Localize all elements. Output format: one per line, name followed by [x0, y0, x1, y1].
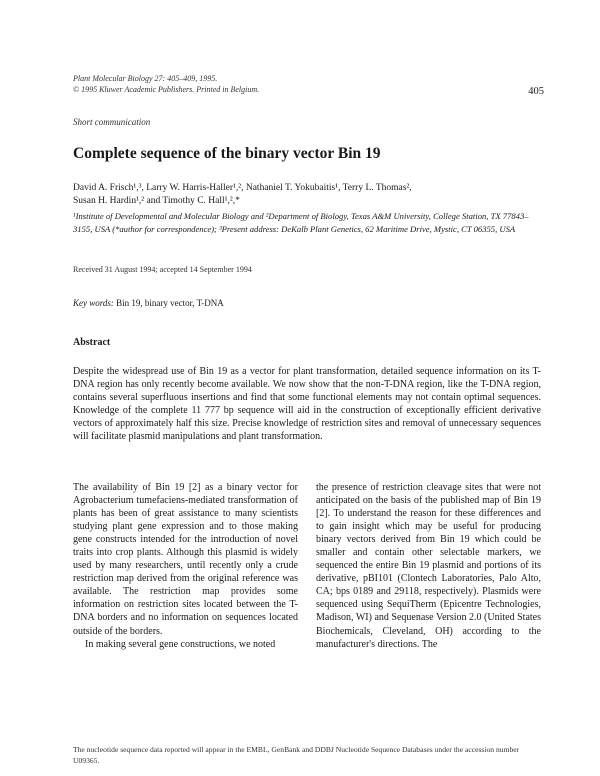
- affiliations: ¹Institute of Developmental and Molecular Biology and ²Department of Biology, Texas A&M University, College Station, TX 77843–3155, USA (*author for correspondence); ³Present address: DeKalb Plant Genetics, 62 Maritime Drive, Mystic, CT 06355, USA: [73, 211, 529, 234]
- abstract-text: Despite the widespread use of Bin 19 as a vector for plant transformation, detailed sequence information on its T-DNA region has only recently become available. We now show that the non-T-DNA region, like the T-DNA region, contains several superfluous insertions and find that some functional elements may not contain optimal sequences. Knowledge of the complete 11 777 bp sequence will aid in the construction of exceptionally efficient derivative vectors of approximately half this size. Precise knowledge of restriction sites and removal of unnecessary sequences will facilitate plasmid manipulations and plant transformation.: [73, 366, 541, 442]
- body-paragraph-2: In making several gene constructions, we noted: [85, 638, 276, 650]
- journal-line-1: Plant Molecular Biology 27: 405–409, 1995.: [73, 74, 218, 83]
- journal-citation: [73, 73, 259, 95]
- body-column-left: [73, 481, 298, 651]
- authors-line-1: David A. Frisch¹,³, Larry W. Harris-Haller¹,², Nathaniel T. Yokubaitis¹, Terry L. Thomas²,: [73, 183, 412, 193]
- body-column-right: [316, 481, 541, 651]
- journal-line-2: © 1995 Kluwer Academic Publishers. Printed in Belgium.: [73, 85, 260, 94]
- keywords-text: Bin 19, binary vector, T-DNA: [116, 298, 224, 308]
- abstract-heading: Abstract: [73, 337, 111, 348]
- page-number: 405: [528, 86, 544, 97]
- keywords: [73, 298, 224, 308]
- body-paragraph-right: the presence of restriction cleavage sites that were not anticipated on the basis of the published map of Bin 19 [2]. To understand the reason for these differences and to gain insight which may be useful for producing binary vectors derived from Bin 19 which could be smaller and contain other selectable markers, we sequenced the entire Bin 19 plasmid and portions of its derivative, pBI101 (Clontech Laboratories, Palo Alto, CA; bps 0189 and 29118, respectively). Plasmids were sequenced using SequiTherm (Epicentre Technologies, Madison, WI) and Sequenase Version 2.0 (United States Biochemicals, Cleveland, OH) according to the manufacturer's directions. The: [316, 482, 541, 650]
- author-list: [73, 182, 543, 208]
- keywords-label: Key words:: [73, 298, 114, 308]
- received-dates: Received 31 August 1994; accepted 14 September 1994: [73, 265, 252, 274]
- section-label: Short communication: [73, 117, 151, 127]
- article-title: Complete sequence of the binary vector Bin 19: [73, 145, 381, 162]
- footnote: The nucleotide sequence data reported will appear in the EMBL, GenBank and DDBJ Nucleotide Sequence Databases under the accession number U09365.: [73, 745, 520, 765]
- authors-line-2: Susan H. Hardin¹,² and Timothy C. Hall¹,²,*: [73, 196, 240, 206]
- body-paragraph-1: The availability of Bin 19 [2] as a binary vector for Agrobacterium tumefaciens-mediated transformation of plants has been of great assistance to many scientists studying plant gene expression and to those making gene constructs intended for the introduction of novel traits into crop plants. Although this plasmid is widely used by many researchers, until recently only a crude restriction map derived from the original reference was available. The restriction map provides some information on restriction sites located between the T-DNA borders and no information on sequences located outside of the borders.: [73, 482, 298, 637]
